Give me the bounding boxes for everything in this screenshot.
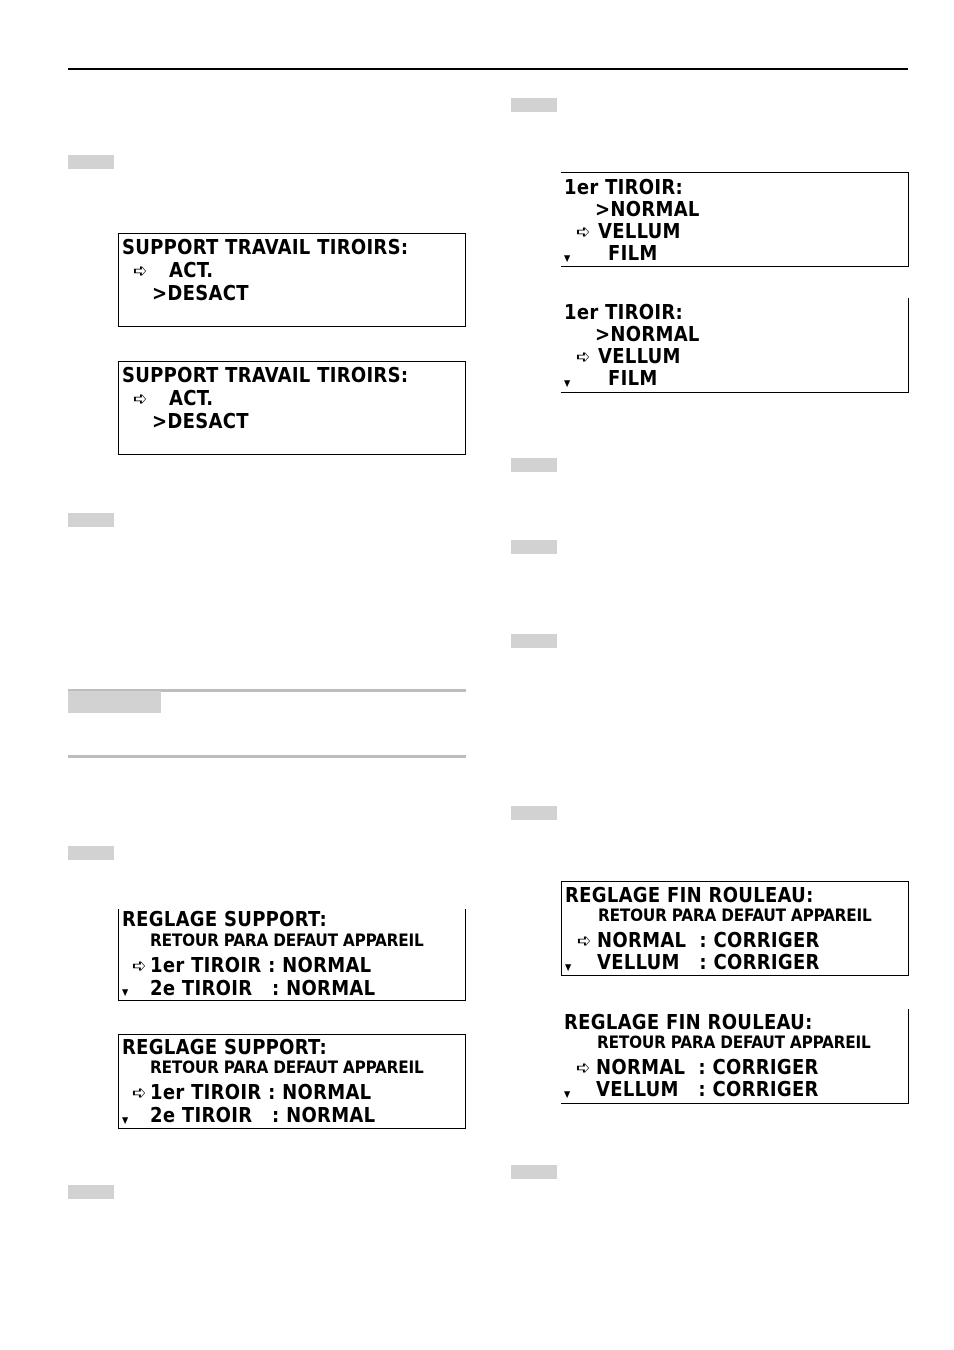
right-arrow-icon: ➪ [133, 388, 148, 410]
right-arrow-icon: ➪ [577, 930, 592, 952]
down-triangle-icon: ▼ [564, 254, 571, 264]
lcd-title: 1er TIROIR: [564, 300, 684, 324]
lcd-subtitle: RETOUR PARA DEFAUT APPAREIL [598, 906, 872, 926]
lcd-item-vellum: ➪ VELLUM [576, 344, 681, 368]
lcd-item-vellum: ➪ VELLUM [576, 219, 681, 243]
lcd-item-film: FILM [608, 366, 658, 390]
down-triangle-icon: ▼ [122, 1116, 129, 1126]
lcd-tiroir-2 [561, 298, 909, 393]
lcd-tiroir-1 [561, 172, 909, 267]
right-arrow-icon: ➪ [576, 1057, 591, 1079]
step-marker [511, 458, 557, 472]
lcd-title: SUPPORT TRAVAIL TIROIRS: [122, 363, 409, 387]
lcd-item-desact: >DESACT [152, 409, 249, 433]
header-rule [68, 68, 908, 70]
lcd-support-travail-2 [118, 361, 466, 455]
lcd-title: REGLAGE SUPPORT: [122, 907, 327, 931]
down-triangle-icon: ▼ [122, 988, 129, 998]
lcd-item-act: ➪ ACT. [133, 386, 214, 410]
lcd-row-normal: ➪ NORMAL : CORRIGER [577, 928, 820, 952]
step-marker [511, 634, 557, 648]
lcd-reglage-fin-1 [561, 881, 909, 976]
lcd-item-normal: >NORMAL [595, 197, 700, 221]
lcd-reglage-support-1 [118, 909, 466, 1001]
lcd-title: 1er TIROIR: [564, 175, 684, 199]
lcd-row-2e-tiroir: 2e TIROIR : NORMAL [150, 1103, 376, 1127]
lcd-title: REGLAGE FIN ROULEAU: [564, 1010, 813, 1034]
step-marker [511, 98, 557, 112]
step-marker [68, 846, 114, 860]
lcd-title: SUPPORT TRAVAIL TIROIRS: [122, 235, 409, 259]
step-marker [68, 513, 114, 527]
lcd-title: REGLAGE SUPPORT: [122, 1035, 327, 1059]
lcd-row-vellum: VELLUM : CORRIGER [596, 1077, 819, 1101]
step-marker [511, 540, 557, 554]
lcd-subtitle: RETOUR PARA DEFAUT APPAREIL [597, 1033, 871, 1053]
down-triangle-icon: ▼ [565, 963, 572, 973]
step-marker [68, 1185, 114, 1199]
lcd-row-normal: ➪ NORMAL : CORRIGER [576, 1055, 819, 1079]
right-arrow-icon: ➪ [133, 260, 148, 282]
lcd-item-normal: >NORMAL [595, 322, 700, 346]
right-arrow-icon: ➪ [132, 1082, 147, 1104]
lcd-reglage-support-2 [118, 1034, 466, 1129]
lcd-reglage-fin-2 [561, 1009, 909, 1104]
lcd-row-1er-tiroir: ➪ 1er TIROIR : NORMAL [132, 953, 372, 977]
lcd-row-1er-tiroir: ➪ 1er TIROIR : NORMAL [132, 1080, 372, 1104]
lcd-item-act: ➪ ACT. [133, 258, 214, 282]
step-marker [511, 1165, 557, 1179]
down-triangle-icon: ▼ [564, 379, 571, 389]
step-marker [68, 155, 114, 169]
lcd-support-travail-1 [118, 233, 466, 327]
lcd-row-2e-tiroir: 2e TIROIR : NORMAL [150, 976, 376, 1000]
lcd-subtitle: RETOUR PARA DEFAUT APPAREIL [150, 931, 424, 951]
right-arrow-icon: ➪ [132, 955, 147, 977]
right-arrow-icon: ➪ [576, 221, 591, 243]
section-label-box [68, 691, 161, 713]
down-triangle-icon: ▼ [564, 1090, 571, 1100]
lcd-row-vellum: VELLUM : CORRIGER [597, 950, 820, 974]
lcd-title: REGLAGE FIN ROULEAU: [565, 883, 814, 907]
lcd-subtitle: RETOUR PARA DEFAUT APPAREIL [150, 1058, 424, 1078]
right-arrow-icon: ➪ [576, 346, 591, 368]
lcd-item-desact: >DESACT [152, 281, 249, 305]
section-rule-bottom [68, 755, 466, 758]
lcd-item-film: FILM [608, 241, 658, 265]
step-marker [511, 806, 557, 820]
